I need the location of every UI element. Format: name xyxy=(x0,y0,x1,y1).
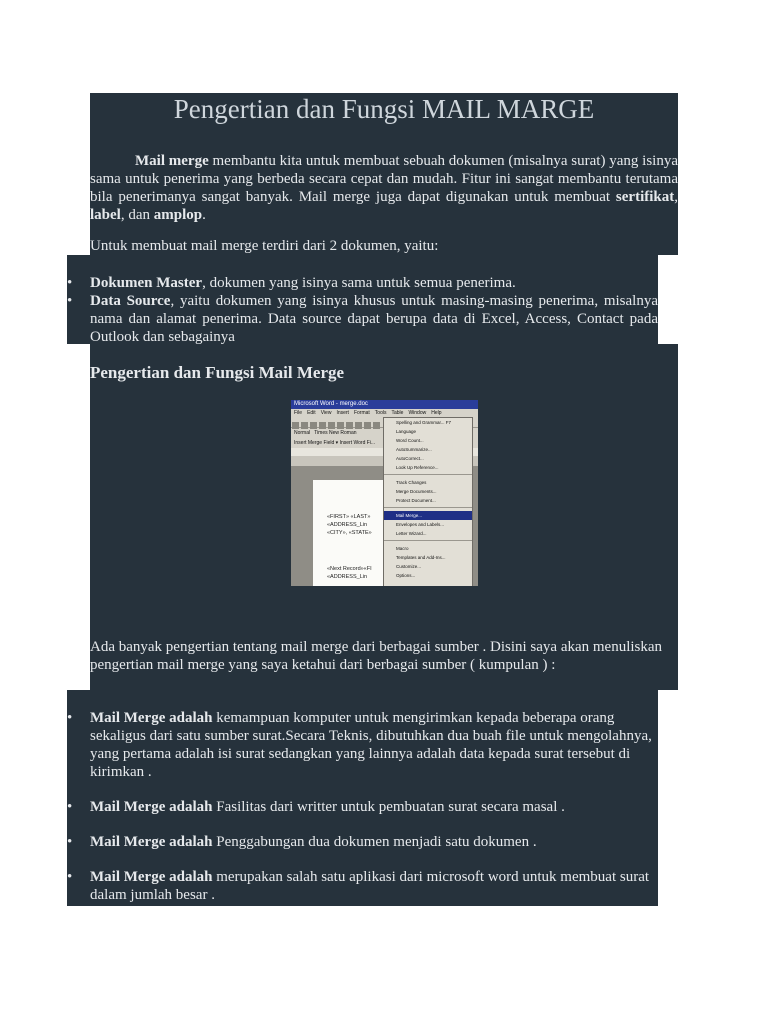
menu-insert: Insert xyxy=(336,410,349,416)
bullet-icon: • xyxy=(67,799,73,815)
tools-menu-item: Letter Wizard... xyxy=(396,531,427,536)
section-heading: Pengertian dan Fungsi Mail Merge xyxy=(90,363,345,382)
merge-field: «CITY», «STATE» xyxy=(327,530,372,536)
screenshot-menubar xyxy=(291,409,478,417)
merge-field: «ADDRESS_Lin xyxy=(327,574,368,580)
word-mail-merge-screenshot xyxy=(291,400,478,586)
intro-text: membantu kita untuk membuat sebuah dokumen (misalnya surat) yang isinya sama untuk penerima yang berbeda secara cepat dan mudah. Fitur ini sangat membantu terutama bila penerimanya sangat banyak. Mail merge juga dapat digunakan untuk membuat xyxy=(90,153,678,205)
insert-merge-field: Insert Merge Field ▾ xyxy=(294,440,339,446)
tools-menu-item: Spelling and Grammar... F7 xyxy=(396,420,452,425)
definitions-intro: Ada banyak pengertian tentang mail merge dari berbagai sumber . Disini saya akan menuliskan pengertian mail merge yang saya ketahui dari berbagai sumber ( kumpulan ) : xyxy=(90,639,663,673)
list-item-text: , yaitu dokumen yang isinya khusus untuk masing-masing penerima, misalnya nama dan alamat penerima. Data source dapat berupa data di Excel, Access, Contact pada Outlook dan sebagainya xyxy=(90,293,658,345)
menu-view: View xyxy=(320,410,332,416)
tools-menu-item: AutoCorrect... xyxy=(396,456,424,461)
tools-menu-item: Macro xyxy=(396,546,409,551)
tools-menu-item: Protect Document... xyxy=(396,498,436,503)
tools-menu-item: Merge Documents... xyxy=(396,489,437,494)
list-item-text: Fasilitas dari writter untuk pembuatan surat secara masal . xyxy=(212,799,565,815)
doc-list xyxy=(67,274,658,346)
merge-field: «Next Record»«FI xyxy=(327,566,372,572)
tools-menu-item: Look Up Reference... xyxy=(396,465,439,470)
style-box: Normal xyxy=(294,430,311,436)
menu-help: Help xyxy=(431,410,442,416)
merge-field: «FIRST» «LAST» xyxy=(327,514,371,520)
list-item-bold: Mail Merge adalah xyxy=(90,710,213,726)
intro-bold-amplop: amplop xyxy=(153,207,203,223)
tools-menu-item: Customize... xyxy=(396,564,422,569)
tools-menu-item: Envelopes and Labels... xyxy=(396,522,445,527)
docs-intro: Untuk membuat mail merge terdiri dari 2 dokumen, yaitu: xyxy=(90,238,439,254)
intro-paragraph xyxy=(90,152,678,224)
menu-tools: Tools xyxy=(374,410,387,416)
merge-field: «ADDRESS_Lin xyxy=(327,522,368,528)
list-item-bold: Mail Merge adalah xyxy=(90,799,213,815)
list-item-text: kemampuan komputer untuk mengirimkan kepada beberapa orang sekaligus dari satu sumber surat.Secara Teknis, dibutuhkan dua buah file untuk mengolahnya, yang pertama adalah isi surat sedangkan yang lainnya adalah data kepada surat tersebut di kirimkan . xyxy=(90,710,652,780)
list-item-text: merupakan salah satu aplikasi dari microsoft word untuk membuat surat dalam jumlah besar . xyxy=(90,869,650,903)
list-item-text: Penggabungan dua dokumen menjadi satu dokumen . xyxy=(212,834,537,850)
intro-sep-1: , xyxy=(674,189,678,205)
list-item xyxy=(67,274,658,292)
intro-bold-label: label xyxy=(90,207,121,223)
list-item-bold: Mail Merge adalah xyxy=(90,869,213,885)
bullet-icon: • xyxy=(67,869,73,885)
insert-word-field: Insert Word Fi... xyxy=(339,440,376,446)
bullet-icon: • xyxy=(67,275,73,291)
bullet-icon: • xyxy=(67,293,73,309)
menu-edit: Edit xyxy=(307,410,316,416)
intro-end: . xyxy=(202,207,206,223)
tools-menu-item: Options... xyxy=(396,573,416,578)
list-item xyxy=(67,833,658,851)
intro-bold-sertifikat: sertifikat xyxy=(615,189,675,205)
tools-menu-item-mail-merge: Mail Merge... xyxy=(384,511,472,520)
menu-file: File xyxy=(294,410,303,416)
intro-bold-lead: Mail merge xyxy=(135,153,209,169)
tools-menu-item: Templates and Add-Ins... xyxy=(396,555,446,560)
menu-format: Format xyxy=(353,410,370,416)
menu-table: Table xyxy=(391,410,404,416)
list-item xyxy=(67,709,658,781)
font-box: Times New Roman xyxy=(314,430,357,436)
list-item xyxy=(67,798,658,816)
list-item xyxy=(67,292,658,346)
screenshot-window-title: Microsoft Word - merge.doc xyxy=(291,400,478,409)
tools-menu xyxy=(383,417,473,586)
list-item xyxy=(67,868,658,904)
tools-menu-item: Language xyxy=(396,429,417,434)
tools-menu-item: AutoSummarize... xyxy=(396,447,432,452)
definitions-list xyxy=(67,709,658,921)
bullet-icon: • xyxy=(67,710,73,726)
page-title: Pengertian dan Fungsi MAIL MARGE xyxy=(173,94,595,124)
tools-menu-item: Track Changes xyxy=(396,480,427,485)
intro-sep-2: , dan xyxy=(120,207,154,223)
list-item-text: , dokumen yang isinya sama untuk semua penerima. xyxy=(202,275,516,291)
menu-window: Window xyxy=(408,410,427,416)
bullet-icon: • xyxy=(67,834,73,850)
list-item-bold: Mail Merge adalah xyxy=(90,834,213,850)
list-item-bold: Data Source xyxy=(90,293,171,309)
list-item-bold: Dokumen Master xyxy=(90,275,203,291)
tools-menu-item: Word Count... xyxy=(396,438,424,443)
